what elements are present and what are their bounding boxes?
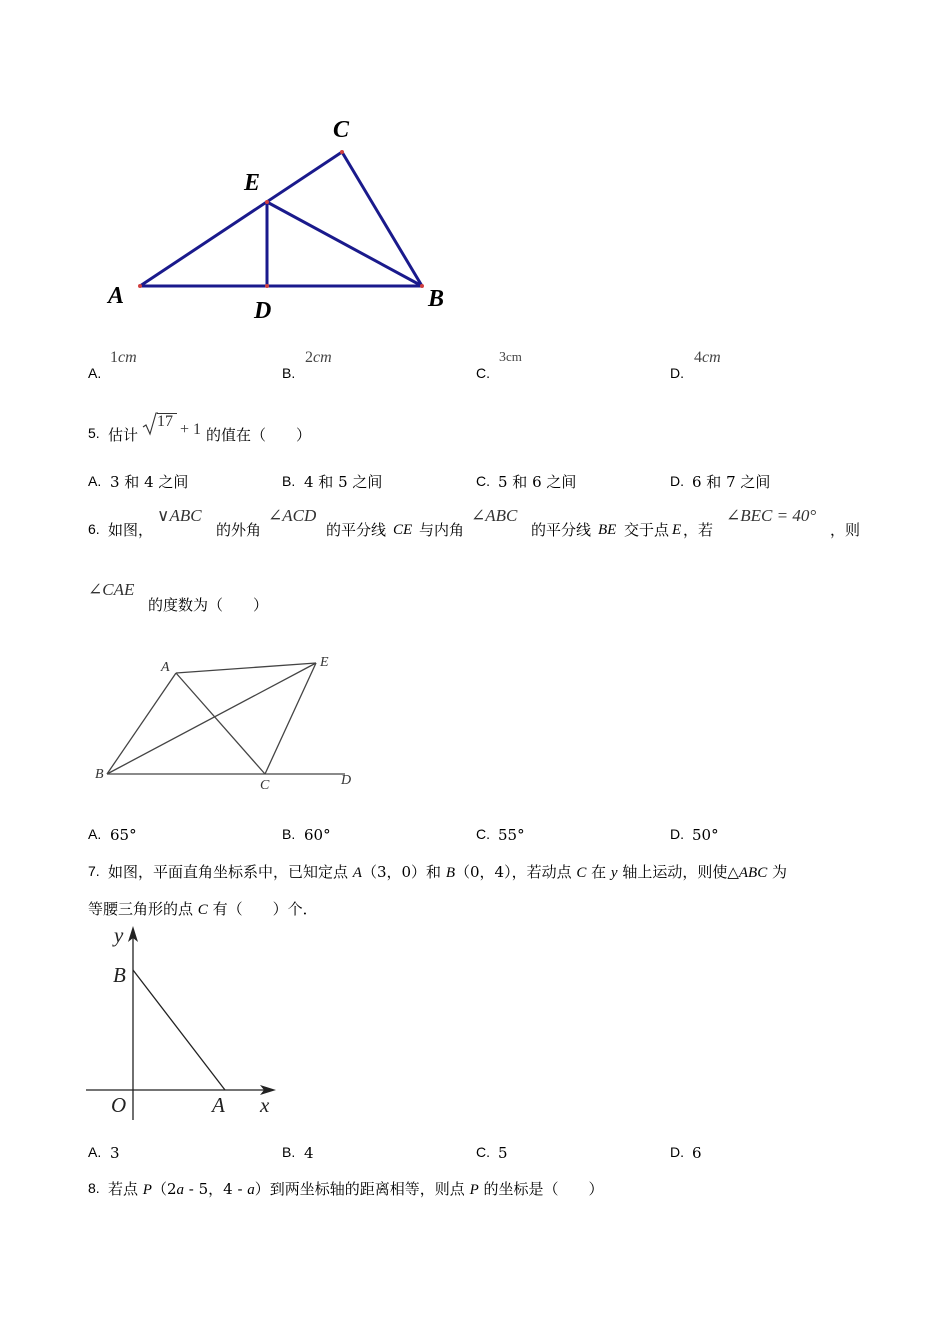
q5-option-a-letter: A. xyxy=(88,473,102,489)
q6-number: 6. xyxy=(88,521,100,537)
q6-label-b: B xyxy=(95,767,104,782)
q6-text-3: 的平分线 xyxy=(326,521,387,539)
q7-line-1 xyxy=(108,862,787,883)
q7-l2-2: 有（ ）个． xyxy=(207,900,318,918)
q6-math-abc: ∠ABC xyxy=(471,506,518,525)
q4-option-a-unit: cm xyxy=(118,349,137,366)
q6-ce: CE xyxy=(393,522,413,538)
q4-option-d-letter: D. xyxy=(670,365,684,381)
q8-p6: ）到两坐标轴的距离相等，则点 xyxy=(254,1180,470,1198)
q7-l1-2: （3，0）和 xyxy=(361,863,446,881)
q6-be: BE xyxy=(598,522,617,538)
q6-label-a: A xyxy=(161,660,170,675)
q6-segment-ae xyxy=(176,663,316,673)
label-e: E xyxy=(244,170,261,196)
q8-p8: 的坐标是（ ） xyxy=(478,1180,604,1198)
q7-option-c-letter: C. xyxy=(476,1144,490,1160)
q4-option-b-letter: B. xyxy=(282,365,296,381)
q5-number: 5. xyxy=(88,425,100,441)
q7-l1-6: 在 xyxy=(586,863,611,881)
q6-text-6: 交于点 xyxy=(624,521,670,539)
label-y: y xyxy=(114,923,124,947)
q7-l1-0: 如图，平面直角坐标系中，已知定点 xyxy=(108,863,353,881)
q8-p5: a xyxy=(247,1182,255,1198)
q6-option-a-text: 65° xyxy=(110,826,137,844)
q4-option-a-letter: A. xyxy=(88,365,102,381)
q5-option-b-text: 4 和 5 之间 xyxy=(304,473,383,491)
q4-option-d-unit: cm xyxy=(702,349,721,366)
q7-l1-1: A xyxy=(352,865,362,881)
label-a: A xyxy=(108,283,125,309)
q6-option-b-letter: B. xyxy=(282,826,296,842)
q7-l1-4: （0，4），若动点 xyxy=(454,863,577,881)
point-e xyxy=(265,200,269,204)
q7-l1-3: B xyxy=(445,865,455,881)
q5-radicand: 17 xyxy=(157,413,173,430)
figure-triangle-abc xyxy=(100,110,470,325)
label-d: D xyxy=(254,298,272,324)
q7-l1-10: 为 xyxy=(767,863,788,881)
q6-segment-ac xyxy=(176,673,265,774)
q7-l1-7: y xyxy=(610,865,618,881)
q5-option-c-letter: C. xyxy=(476,473,490,489)
q4-option-a-num: 1 xyxy=(110,349,118,366)
q6-math-acd: ∠ACD xyxy=(268,506,317,525)
q6-math-bec: ∠BEC = 40° xyxy=(726,506,817,525)
q6-text-8: ，则 xyxy=(830,521,861,539)
q4-option-a-value xyxy=(110,349,137,367)
q6-label-e: E xyxy=(320,655,329,670)
q6-segment-be xyxy=(107,663,316,774)
q6-option-c-letter: C. xyxy=(476,826,490,842)
q6-label-c: C xyxy=(260,778,270,793)
q4-option-c-unit: cm xyxy=(506,349,522,364)
label-x: x xyxy=(260,1093,270,1117)
q7-l1-9: ABC xyxy=(738,865,768,881)
q6-math-vabc: ∨ABC xyxy=(157,506,202,525)
q7-l1-5: C xyxy=(576,865,587,881)
label-a: A xyxy=(212,1093,225,1117)
q6-text-9: 的度数为（ ） xyxy=(148,596,269,614)
q7-option-b-text: 4 xyxy=(304,1144,314,1162)
q5-option-a-text: 3 和 4 之间 xyxy=(110,473,189,491)
q4-option-b-value xyxy=(305,349,332,367)
q7-option-a-text: 3 xyxy=(110,1144,120,1162)
q5-option-d-letter: D. xyxy=(670,473,684,489)
q8-p2: （2 xyxy=(151,1180,177,1198)
q6-option-c-text: 55° xyxy=(498,826,525,844)
q4-option-b-num: 2 xyxy=(305,349,313,366)
point-b xyxy=(420,284,424,288)
q7-number: 7. xyxy=(88,863,100,879)
q7-option-d-letter: D. xyxy=(670,1144,684,1160)
figure-q7-axes xyxy=(82,920,282,1120)
q6-text-4: 与内角 xyxy=(419,521,465,539)
q6-text-1: 如图， xyxy=(108,521,154,539)
q4-option-c-letter: C. xyxy=(476,365,490,381)
q8-number: 8. xyxy=(88,1180,100,1196)
q8-p0: 若点 xyxy=(108,1180,143,1198)
q4-option-c-num: 3 xyxy=(499,350,506,365)
q8-p3: a xyxy=(176,1182,184,1198)
q7-option-c-text: 5 xyxy=(498,1144,508,1162)
segment-eb xyxy=(267,202,422,286)
q4-option-b-unit: cm xyxy=(313,349,332,366)
q6-label-d: D xyxy=(341,773,352,788)
label-b: B xyxy=(113,963,126,987)
q6-text-5: 的平分线 xyxy=(531,521,592,539)
q8-p7: P xyxy=(469,1182,479,1198)
q5-option-b-letter: B. xyxy=(282,473,296,489)
q7-l1-8: 轴上运动，则使△ xyxy=(617,863,739,881)
segment-ac xyxy=(140,152,342,286)
q5-plus-one: + 1 xyxy=(180,421,202,438)
label-o: O xyxy=(111,1093,127,1117)
q4-option-c-value xyxy=(499,349,522,366)
figure-q6 xyxy=(90,650,370,800)
q4-option-d-value xyxy=(694,349,721,367)
q7-l2-1: C xyxy=(197,902,208,918)
q6-option-a-letter: A. xyxy=(88,826,102,842)
q8-p1: P xyxy=(142,1182,152,1198)
sqrt-sign xyxy=(142,412,158,436)
point-d xyxy=(265,284,269,288)
q6-segment-ba xyxy=(107,673,176,774)
q8-line xyxy=(108,1179,604,1200)
q6-option-d-text: 50° xyxy=(692,826,719,844)
q7-option-d-text: 6 xyxy=(692,1144,702,1162)
point-a xyxy=(138,284,142,288)
q4-option-d-num: 4 xyxy=(694,349,702,366)
q6-math-cae: ∠CAE xyxy=(88,580,135,599)
q7-l2-0: 等腰三角形的点 xyxy=(88,900,198,918)
q6-option-b-text: 60° xyxy=(304,826,331,844)
label-c: C xyxy=(333,117,350,143)
q7-option-b-letter: B. xyxy=(282,1144,296,1160)
q5-suffix: 的值在（ ） xyxy=(206,426,312,444)
q5-prefix: 估计 xyxy=(108,426,139,444)
q6-option-d-letter: D. xyxy=(670,826,684,842)
q6-e: E xyxy=(672,522,682,538)
q6-text-2: 的外角 xyxy=(216,521,262,539)
label-b: B xyxy=(428,286,445,312)
q7-option-a-letter: A. xyxy=(88,1144,102,1160)
q8-p4: - 5，4 - xyxy=(184,1180,248,1198)
segment-ba xyxy=(133,970,225,1090)
q7-line-2 xyxy=(88,899,318,920)
q6-text-7: ，若 xyxy=(683,521,714,539)
q6-segment-ce xyxy=(265,663,316,774)
point-c xyxy=(340,150,344,154)
q5-option-d-text: 6 和 7 之间 xyxy=(692,473,771,491)
q5-option-c-text: 5 和 6 之间 xyxy=(498,473,577,491)
